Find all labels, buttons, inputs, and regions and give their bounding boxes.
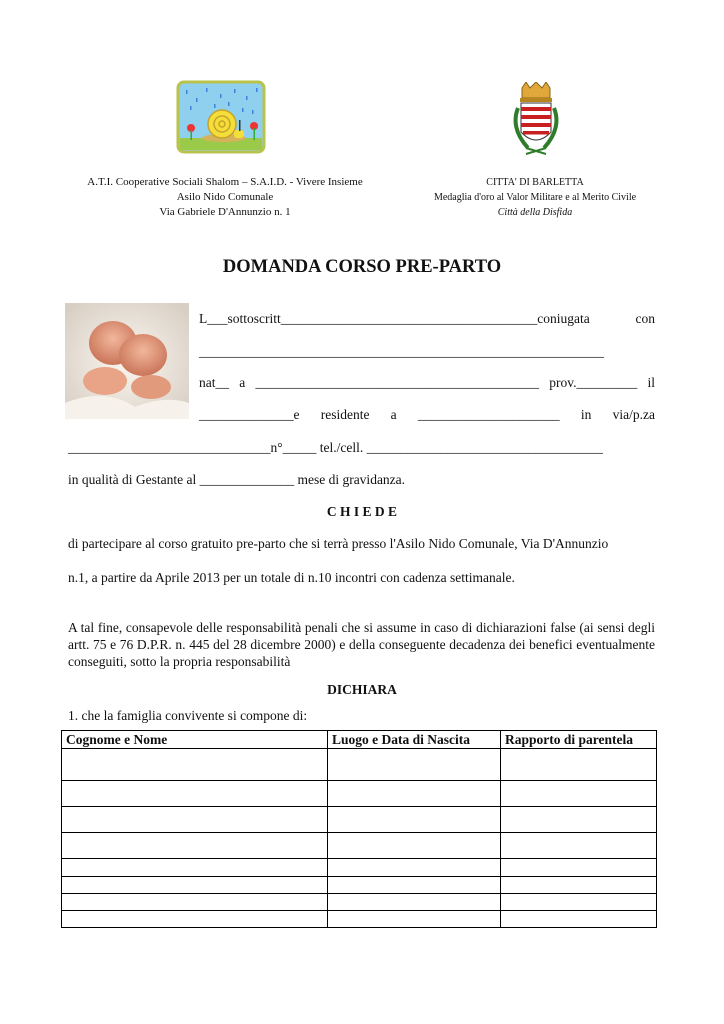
table-cell[interactable] [62, 894, 328, 911]
form-line-3 [199, 374, 655, 391]
table-row [62, 894, 657, 911]
header-right [395, 175, 675, 220]
table-cell[interactable] [501, 877, 657, 894]
paragraph-corso-cont: n.1, a partire da Aprile 2013 per un totale di n.10 incontri con cadenza settimanale. [68, 570, 515, 585]
table-cell[interactable] [62, 911, 328, 928]
table-cell[interactable] [62, 877, 328, 894]
pregnancy-month-line[interactable]: in qualità di Gestante al ______________ mese di gravidanza. [68, 472, 406, 487]
header-left [50, 175, 400, 220]
table-cell[interactable] [62, 833, 328, 859]
header-right-line: Città della Disfida [497, 207, 573, 218]
table-row [62, 781, 657, 807]
table-row [62, 833, 657, 859]
table-header-row [62, 731, 657, 749]
table-cell[interactable] [62, 807, 328, 833]
form-line-4 [199, 406, 655, 423]
table-cell[interactable] [328, 911, 501, 928]
form-text: il [647, 375, 655, 390]
table-cell[interactable] [328, 894, 501, 911]
residence-field[interactable]: _____________________ [417, 407, 560, 422]
form-text: via/p.za [612, 407, 655, 422]
name-field[interactable]: ____________________________________________________________ [199, 344, 604, 359]
table-cell[interactable] [328, 859, 501, 877]
family-statement: 1. che la famiglia convivente si compone di: [68, 708, 308, 723]
header-left-line: Via Gabriele D'Annunzio n. 1 [159, 206, 291, 218]
header-left-line: A.T.I. Cooperative Sociali Shalom – S.A.I.D. - Vivere Insieme [87, 176, 363, 188]
table-cell[interactable] [501, 833, 657, 859]
table-cell[interactable] [62, 859, 328, 877]
dichiara-heading: DICHIARA [327, 682, 397, 697]
paragraph-responsabilita: A tal fine, consapevole delle responsabilità penali che si assume in caso di dichiarazioni false (ai sensi degli artt. 75 e 76 D.P.R. n. 445 del 28 dicembre 2000) e della conseguente decadenza dei benefici eventualmente conseguiti, sotto la propria responsabilità [68, 620, 655, 669]
form-text: a [239, 375, 246, 390]
newborn-twins-photo [65, 303, 189, 419]
header-left-line: Asilo Nido Comunale [176, 191, 274, 203]
header-right-line: Medaglia d'oro al Valor Militare e al Merito Civile [433, 192, 637, 203]
header-right-line: CITTA' DI BARLETTA [486, 177, 584, 188]
table-cell[interactable] [62, 749, 328, 781]
form-text: nat__ [199, 375, 229, 390]
asilo-logo [176, 80, 266, 154]
table-cell[interactable] [501, 781, 657, 807]
table-row [62, 749, 657, 781]
column-header-name: Cognome e Nome [62, 731, 328, 749]
table-cell[interactable] [328, 781, 501, 807]
paragraph-corso: di partecipare al corso gratuito pre-parto che si terrà presso l'Asilo Nido Comunale, Via D'Annunzio [68, 536, 609, 551]
table-cell[interactable] [501, 807, 657, 833]
table-row [62, 911, 657, 928]
form-text: in [580, 407, 592, 422]
birthplace-field[interactable]: __________________________________________ [255, 375, 539, 390]
table-cell[interactable] [328, 807, 501, 833]
family-table [61, 730, 657, 928]
form-text: residente [320, 407, 370, 422]
document-title: DOMANDA CORSO PRE-PARTO [222, 257, 502, 277]
chiede-heading: C H I E D E [326, 504, 398, 519]
table-cell[interactable] [328, 877, 501, 894]
table-row [62, 877, 657, 894]
form-text: con [635, 311, 655, 326]
sottoscritto-field[interactable]: L___sottoscritt______________________________________coniugata [199, 311, 590, 326]
table-cell[interactable] [62, 781, 328, 807]
table-cell[interactable] [501, 859, 657, 877]
form-line-1 [199, 310, 655, 327]
form-text: a [390, 407, 397, 422]
table-cell[interactable] [328, 833, 501, 859]
province-field[interactable]: prov._________ [549, 375, 638, 390]
table-row [62, 807, 657, 833]
table-cell[interactable] [328, 749, 501, 781]
column-header-relationship: Rapporto di parentela [501, 731, 657, 749]
column-header-birth: Luogo e Data di Nascita [328, 731, 501, 749]
table-cell[interactable] [501, 894, 657, 911]
table-cell[interactable] [501, 911, 657, 928]
address-phone-field[interactable]: ______________________________n°_____ tel./cell. ___________________________________ [68, 440, 603, 455]
birthdate-field[interactable]: ______________e [199, 407, 300, 422]
table-row [62, 859, 657, 877]
table-cell[interactable] [501, 749, 657, 781]
barletta-coat-of-arms [508, 82, 564, 164]
